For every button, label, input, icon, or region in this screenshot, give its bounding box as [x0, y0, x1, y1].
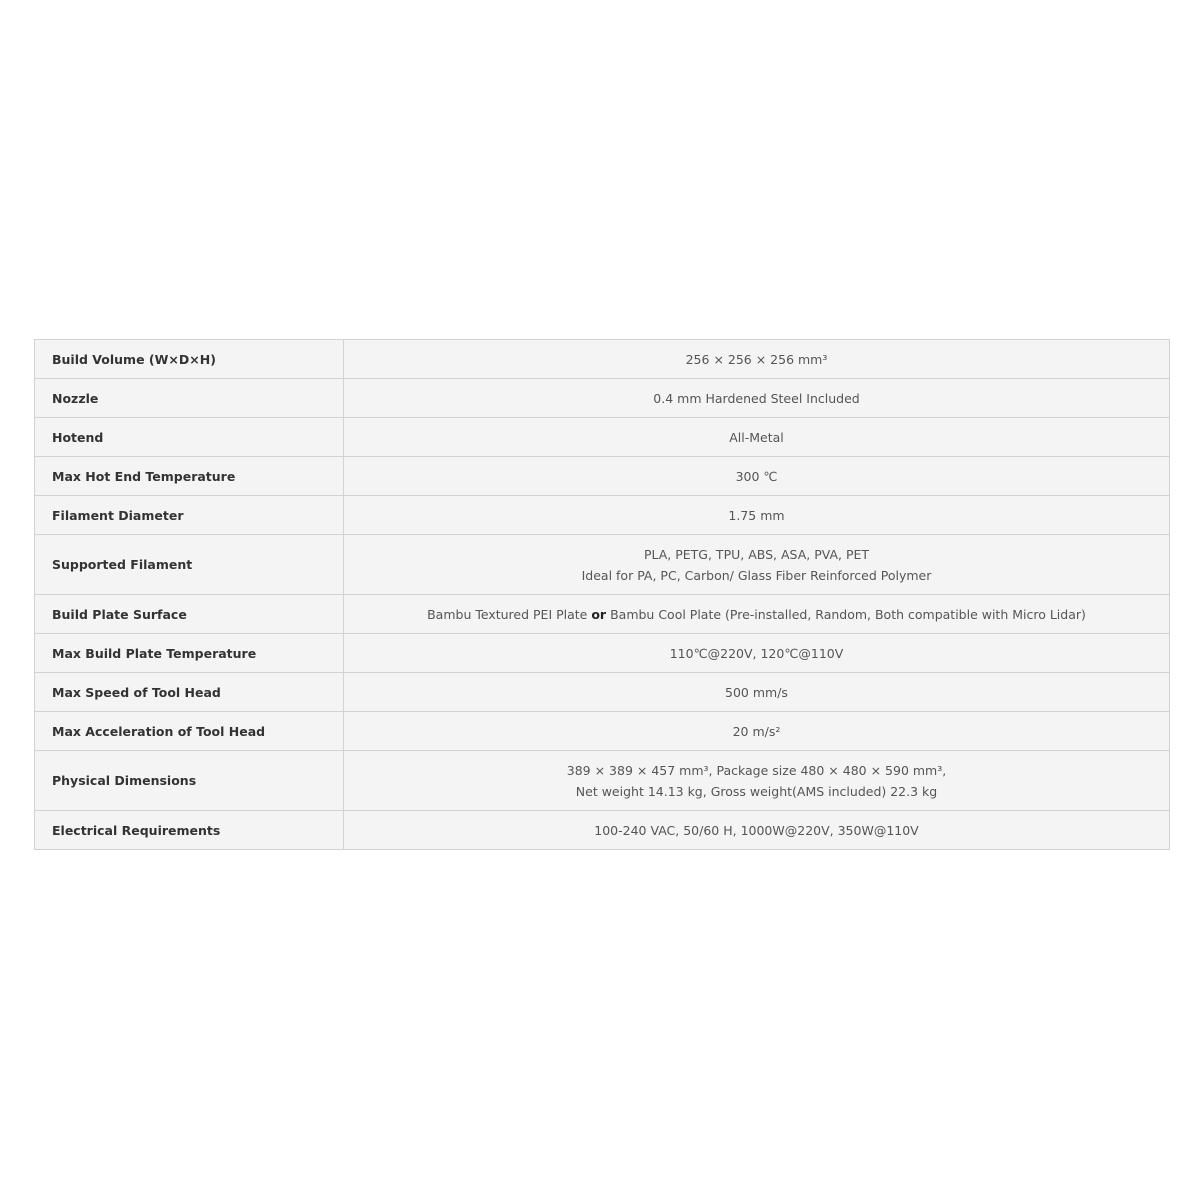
spec-value: 0.4 mm Hardened Steel Included: [344, 379, 1170, 418]
spec-row-nozzle: [35, 379, 1170, 418]
spec-row-max-speed: [35, 673, 1170, 712]
spec-value: 256 × 256 × 256 mm³: [344, 340, 1170, 379]
spec-value: 110℃@220V, 120℃@110V: [344, 634, 1170, 673]
spec-value-line: PLA, PETG, TPU, ABS, ASA, PVA, PET: [643, 546, 870, 562]
spec-label: Supported Filament: [35, 535, 344, 595]
spec-row-build-plate-surface: [35, 595, 1170, 634]
spec-row-filament-diameter: [35, 496, 1170, 535]
spec-row-supported-filament: [35, 535, 1170, 595]
spec-label: Build Plate Surface: [35, 595, 344, 634]
spec-label: Filament Diameter: [35, 496, 344, 535]
spec-label: Max Speed of Tool Head: [35, 673, 344, 712]
spec-value-conjunction: or: [591, 606, 607, 622]
spec-label: Max Acceleration of Tool Head: [35, 712, 344, 751]
spec-row-build-volume: [35, 340, 1170, 379]
spec-value: 20 m/s²: [344, 712, 1170, 751]
spec-value: All-Metal: [344, 418, 1170, 457]
spec-table: [34, 339, 1170, 850]
spec-value-line: 389 × 389 × 457 mm³, Package size 480 × 480 × 590 mm³,: [566, 762, 947, 778]
spec-value: 300 ℃: [344, 457, 1170, 496]
spec-label: Hotend: [35, 418, 344, 457]
spec-label: Electrical Requirements: [35, 811, 344, 850]
spec-value: 1.75 mm: [344, 496, 1170, 535]
spec-label: Max Build Plate Temperature: [35, 634, 344, 673]
spec-value: [344, 535, 1170, 595]
spec-label: Max Hot End Temperature: [35, 457, 344, 496]
spec-value-part: Bambu Textured PEI Plate: [427, 606, 592, 622]
spec-row-hotend: [35, 418, 1170, 457]
spec-label: Build Volume (W×D×H): [35, 340, 344, 379]
spec-value: 100-240 VAC, 50/60 H, 1000W@220V, 350W@110V: [344, 811, 1170, 850]
spec-row-electrical-requirements: [35, 811, 1170, 850]
spec-value: 500 mm/s: [344, 673, 1170, 712]
spec-value: [344, 751, 1170, 811]
spec-value-part: Bambu Cool Plate (Pre-installed, Random, Both compatible with Micro Lidar): [606, 606, 1086, 622]
spec-value-line: Ideal for PA, PC, Carbon/ Glass Fiber Reinforced Polymer: [581, 567, 932, 583]
spec-row-physical-dimensions: [35, 751, 1170, 811]
spec-value-line: Net weight 14.13 kg, Gross weight(AMS included) 22.3 kg: [575, 783, 938, 799]
spec-row-max-acceleration: [35, 712, 1170, 751]
spec-row-max-hot-end-temperature: [35, 457, 1170, 496]
spec-label: Nozzle: [35, 379, 344, 418]
spec-row-max-build-plate-temperature: [35, 634, 1170, 673]
spec-label: Physical Dimensions: [35, 751, 344, 811]
spec-value: [344, 595, 1170, 634]
